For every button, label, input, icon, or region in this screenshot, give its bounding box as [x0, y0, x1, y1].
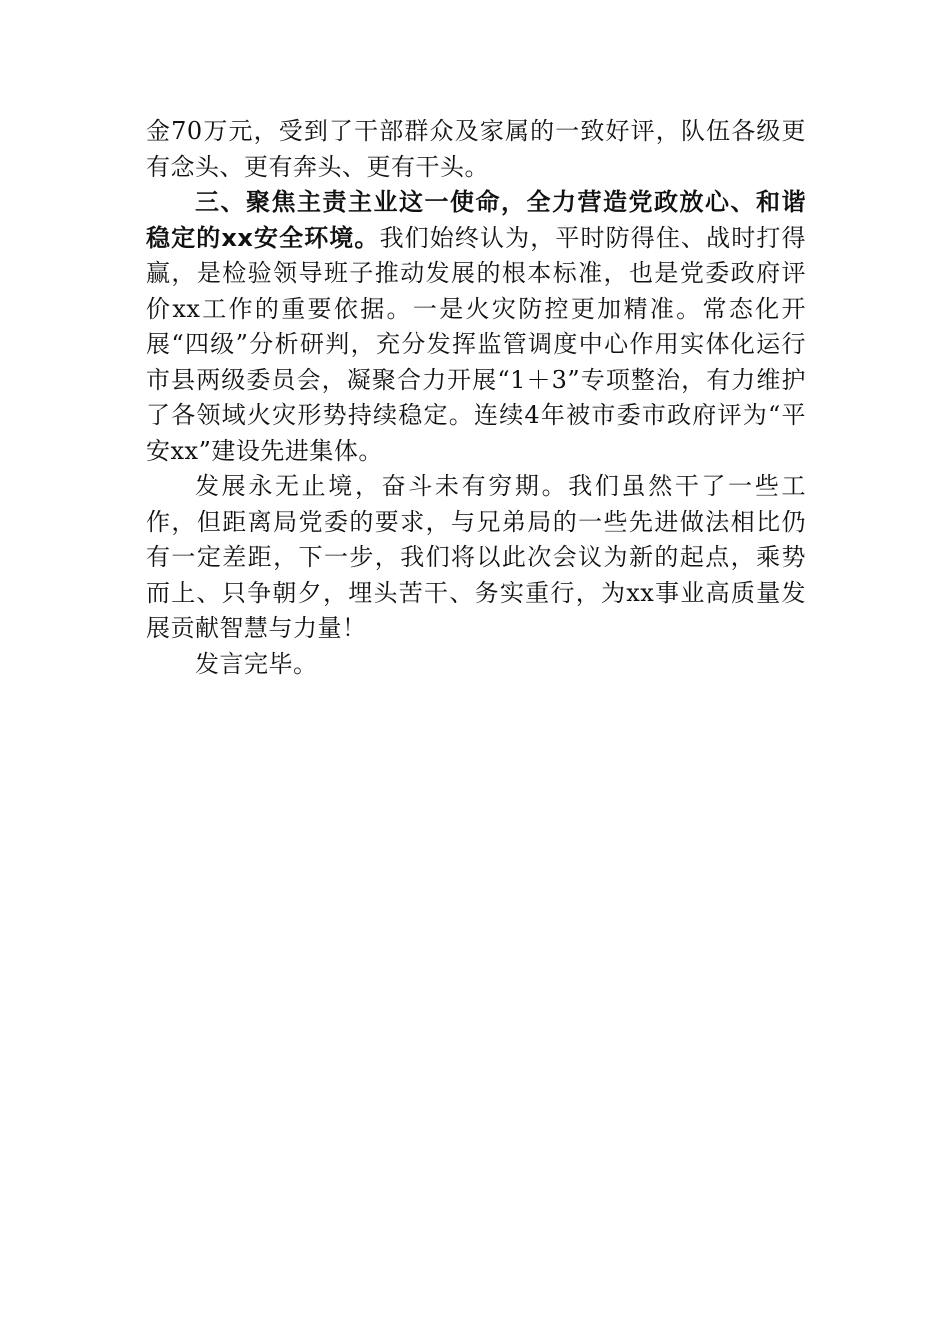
- paragraph-text: 发言完毕。: [195, 649, 318, 678]
- paragraph-text: 金70万元，受到了干部群众及家属的一致好评，队伍各级更有念头、更有奔头、更有干头。: [146, 117, 806, 181]
- document-page: [146, 114, 806, 682]
- paragraph-section-three: [146, 185, 806, 469]
- paragraph-text: 我们始终认为，平时防得住、战时打得赢，是检验领导班子推动发展的根本标准，也是党委政府评价xx工作的重要依据。一是火灾防控更加精准。常态化开展“四级”分析研判，充分发挥监管调度中心作用实体化运行市县两级委员会，凝聚合力开展“1＋3”专项整治，有力维护了各领域火灾形势持续稳定。连续4年被市委市政府评为“平安xx”建设先进集体。: [146, 223, 807, 465]
- section-heading: 三、聚焦主责主业这一使命，全力营造党政放心、和谐稳定的xx安全环境。: [146, 188, 806, 252]
- paragraph-continuation: [146, 114, 806, 185]
- paragraph-text: 发展永无止境，奋斗未有穷期。我们虽然干了一些工作，但距离局党委的要求，与兄弟局的一些先进做法相比仍有一定差距，下一步，我们将以此次会议为新的起点，乘势而上、只争朝夕，埋头苦干、务实重行，为xx事业高质量发展贡献智慧与力量！: [146, 472, 806, 642]
- paragraph-closing: [146, 647, 806, 683]
- paragraph-conclusion: [146, 469, 806, 647]
